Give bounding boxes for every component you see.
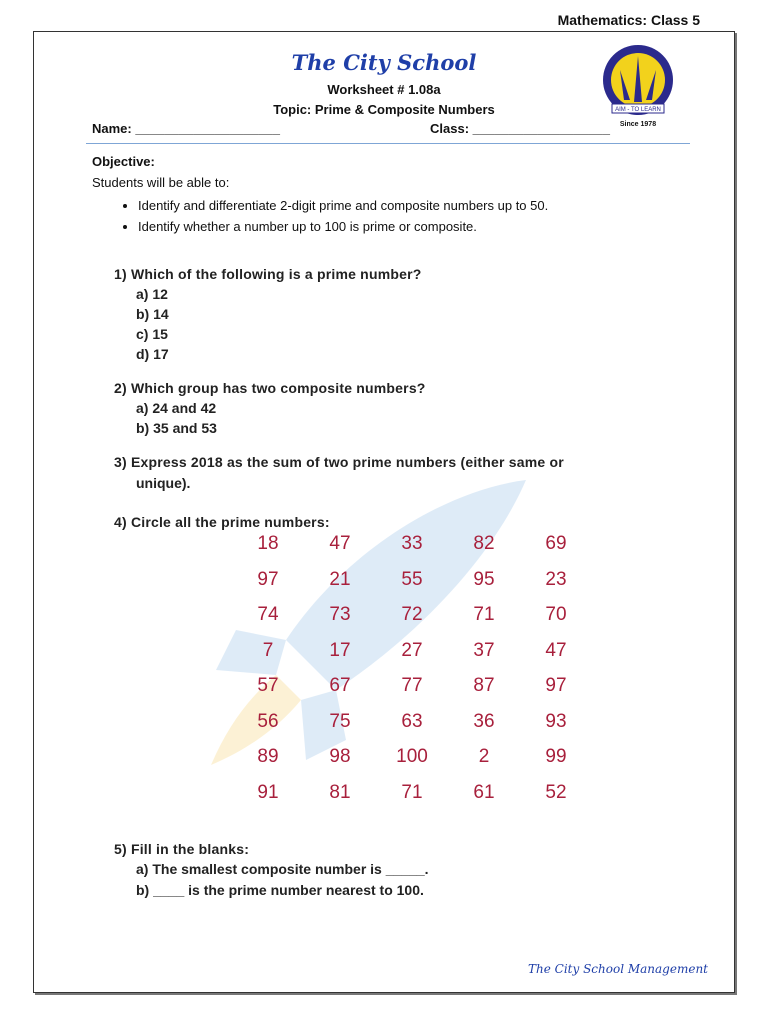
grid-number[interactable]: 71: [401, 781, 423, 803]
crest-since: Since 1978: [619, 121, 657, 128]
class-field[interactable]: Class: ___________________: [430, 121, 611, 136]
q1-option-a[interactable]: a) 12: [136, 286, 168, 302]
grid-number[interactable]: 99: [545, 746, 567, 767]
grid-number[interactable]: 55: [401, 568, 423, 590]
grid-number[interactable]: 77: [401, 675, 423, 696]
objective-heading: Objective:: [92, 154, 155, 169]
q2-option-b[interactable]: b) 35 and 53: [136, 420, 217, 436]
grid-number[interactable]: 95: [473, 568, 495, 590]
grid-number[interactable]: 97: [545, 675, 567, 696]
grid-number[interactable]: 71: [473, 604, 495, 625]
worksheet-topic: Topic: Prime & Composite Numbers: [273, 102, 495, 117]
q1-option-c[interactable]: c) 15: [136, 326, 168, 342]
grid-number[interactable]: 47: [329, 533, 351, 554]
page-subject: Mathematics: Class 5: [557, 12, 700, 28]
grid-number[interactable]: 91: [257, 781, 279, 803]
crest-motto: AIM - TO LEARN: [615, 107, 661, 113]
grid-number[interactable]: 82: [473, 533, 495, 554]
grid-number[interactable]: 72: [401, 604, 423, 625]
grid-number[interactable]: 56: [257, 710, 279, 732]
grid-number[interactable]: 100: [396, 746, 428, 767]
grid-number[interactable]: 75: [329, 710, 351, 732]
q1-option-b[interactable]: b) 14: [136, 306, 169, 322]
grid-number[interactable]: 18: [257, 533, 279, 554]
q5-blank-b[interactable]: b) ____ is the prime number nearest to 100.: [136, 882, 424, 898]
grid-number[interactable]: 23: [545, 568, 567, 590]
grid-number[interactable]: 69: [545, 533, 567, 554]
question-3: 3) Express 2018 as the sum of two prime numbers (either same or: [114, 454, 564, 470]
school-title: The City School: [291, 50, 477, 75]
grid-number[interactable]: 52: [545, 781, 567, 803]
grid-number[interactable]: 37: [473, 639, 495, 661]
objective-section: [92, 151, 548, 237]
header-divider: [86, 143, 690, 144]
q5-blank-a[interactable]: a) The smallest composite number is _____.: [136, 861, 429, 877]
name-field[interactable]: Name: ____________________: [92, 121, 280, 136]
grid-number[interactable]: 57: [257, 675, 279, 696]
q2-option-a[interactable]: a) 24 and 42: [136, 400, 217, 416]
worksheet-number: Worksheet # 1.08a: [327, 82, 441, 97]
grid-number[interactable]: 97: [257, 568, 279, 590]
q1-option-d[interactable]: d) 17: [136, 346, 169, 362]
question-5: 5) Fill in the blanks:: [114, 841, 250, 857]
grid-number[interactable]: 73: [329, 604, 351, 625]
footer-signature: The City School Management: [528, 962, 708, 976]
question-4: 4) Circle all the prime numbers:: [114, 514, 330, 530]
grid-number[interactable]: 63: [401, 710, 423, 732]
school-crest-icon: [600, 42, 676, 132]
grid-number[interactable]: 93: [545, 710, 567, 732]
objective-item: • Identify and differentiate 2-digit prime and composite numbers up to 50.: [138, 195, 548, 216]
question-3-cont: unique).: [136, 475, 191, 491]
grid-number[interactable]: 67: [329, 675, 351, 696]
grid-number[interactable]: 27: [401, 639, 423, 661]
grid-number[interactable]: 70: [545, 604, 567, 625]
grid-number[interactable]: 17: [329, 639, 351, 661]
objective-item: • Identify whether a number up to 100 is prime or composite.: [138, 216, 548, 237]
grid-number[interactable]: 87: [473, 675, 495, 696]
objective-intro: Students will be able to:: [92, 175, 230, 190]
grid-number[interactable]: 2: [478, 746, 490, 767]
grid-number[interactable]: 74: [257, 604, 279, 625]
grid-number[interactable]: 98: [329, 746, 351, 767]
grid-number[interactable]: 7: [262, 639, 274, 661]
grid-number[interactable]: 89: [257, 746, 279, 767]
grid-number[interactable]: 33: [401, 533, 423, 554]
grid-number[interactable]: 81: [329, 781, 351, 803]
grid-number[interactable]: 61: [473, 781, 495, 803]
grid-number[interactable]: 47: [545, 639, 567, 661]
objective-list: [92, 195, 548, 237]
question-1: 1) Which of the following is a prime number?: [114, 266, 422, 282]
grid-number[interactable]: 36: [473, 710, 495, 732]
question-2: 2) Which group has two composite numbers?: [114, 380, 426, 396]
grid-number[interactable]: 21: [329, 568, 351, 590]
